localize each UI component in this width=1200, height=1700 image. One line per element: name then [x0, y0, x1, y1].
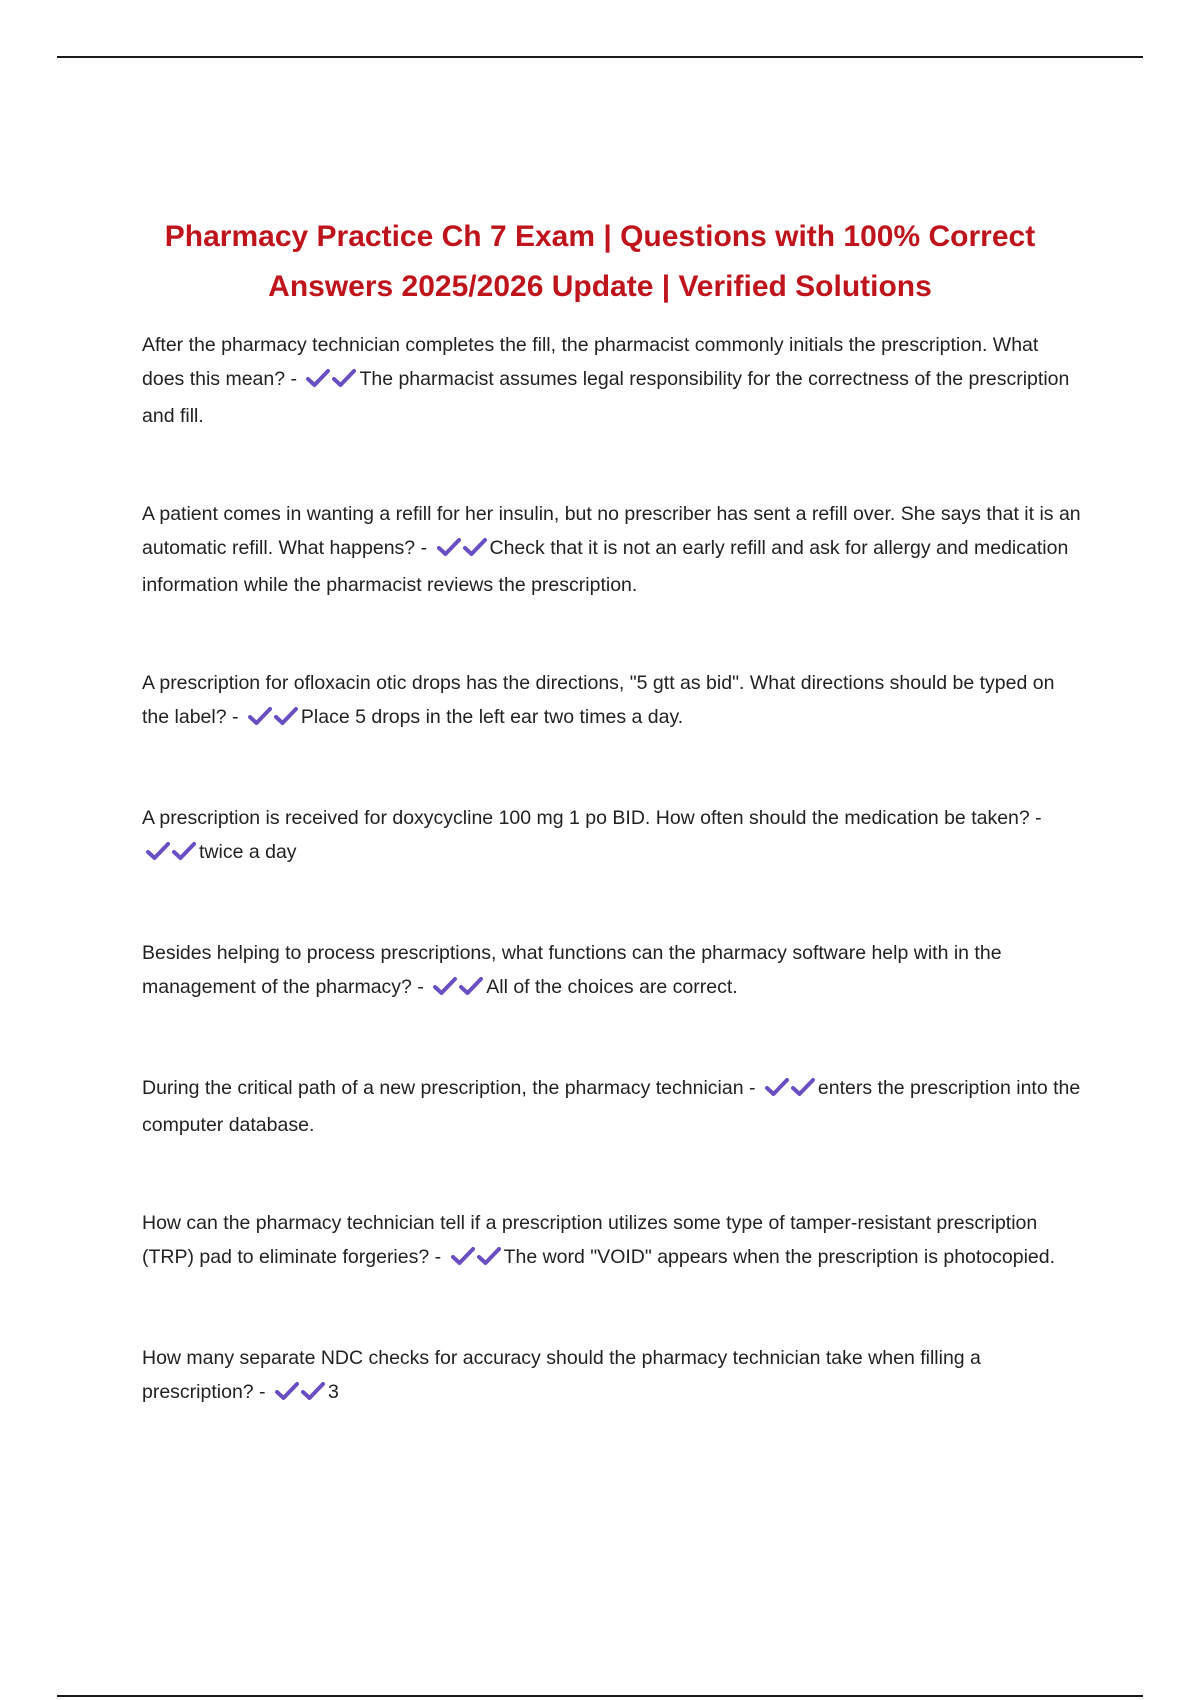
check-pair [436, 534, 488, 568]
qa-item [142, 801, 1082, 872]
qa-item [142, 666, 1082, 737]
checkmark-icon [273, 706, 299, 726]
separator: - [226, 706, 244, 728]
answer-text: twice a day [199, 841, 297, 863]
checkmark-icon [462, 537, 488, 557]
checkmark-icon [171, 841, 197, 861]
answer-text: 3 [327, 1381, 339, 1403]
separator: - [411, 976, 430, 998]
question-text: How many separate NDC checks for accuracy should the pharmacy technician take when filling a prescription? [142, 1347, 981, 1403]
check-pair [450, 1243, 502, 1277]
question-text: After the pharmacy technician completes the fill, the pharmacist commonly initials the prescription. What does this mean? [142, 334, 1039, 390]
check-pair [247, 703, 299, 737]
separator: - [743, 1077, 761, 1099]
check-pair [764, 1074, 816, 1108]
checkmark-icon [432, 976, 458, 996]
question-text: A patient comes in wanting a refill for her insulin, but no prescriber has sent a refill over. She says that it is an automatic refill. What happens? [142, 503, 1081, 559]
answer-text: Check that it is not an early refill and ask for allergy and medication information while the pharmacist reviews the prescription. [142, 537, 1069, 596]
checkmark-icon [274, 1381, 300, 1401]
checkmark-icon [300, 1381, 326, 1401]
check-pair [305, 365, 357, 399]
question-text: Besides helping to process prescriptions, what functions can the pharmacy software help with in the management of the pharmacy? [142, 942, 1002, 998]
answer-text: enters the prescription into the computer database. [142, 1077, 1081, 1136]
top-rule [57, 56, 1143, 58]
check-pair [432, 973, 484, 1007]
qa-item [142, 328, 1082, 433]
check-pair [145, 838, 197, 872]
checkmark-icon [458, 976, 484, 996]
checkmark-icon [305, 368, 331, 388]
separator: - [429, 1246, 447, 1268]
check-pair [274, 1378, 326, 1412]
question-text: A prescription is received for doxycycline 100 mg 1 po BID. How often should the medication be taken? [142, 807, 1030, 829]
qa-item [142, 1206, 1082, 1277]
answer-text: The word "VOID" appears when the prescription is photocopied. [503, 1246, 1056, 1268]
checkmark-icon [764, 1077, 790, 1097]
checkmark-icon [145, 841, 171, 861]
checkmark-icon [476, 1246, 502, 1266]
checkmark-icon [450, 1246, 476, 1266]
question-text: A prescription for ofloxacin otic drops has the directions, "5 gtt as bid". What directions should be typed on the label? [142, 672, 1055, 728]
qa-item [142, 1071, 1082, 1142]
question-text: How can the pharmacy technician tell if a prescription utilizes some type of tamper-resistant prescription (TRP) pad to eliminate forgeries? [142, 1212, 1038, 1268]
qa-item [142, 936, 1082, 1007]
qa-item [142, 1341, 1082, 1412]
checkmark-icon [331, 368, 357, 388]
answer-text: All of the choices are correct. [486, 976, 738, 998]
separator: - [253, 1381, 271, 1403]
separator: - [1029, 807, 1042, 829]
answer-text: Place 5 drops in the left ear two times a day. [300, 706, 684, 728]
question-text: During the critical path of a new prescription, the pharmacy technician [142, 1077, 744, 1099]
checkmark-icon [436, 537, 462, 557]
qa-item [142, 497, 1082, 602]
answer-text: The pharmacist assumes legal responsibility for the correctness of the prescription and fill. [142, 368, 1070, 427]
separator: - [285, 368, 303, 390]
separator: - [415, 537, 433, 559]
page-title: Pharmacy Practice Ch 7 Exam | Questions with 100% Correct Answers 2025/2026 Update | Verified Solutions [164, 220, 1036, 303]
qa-list [142, 328, 1082, 1412]
checkmark-icon [247, 706, 273, 726]
checkmark-icon [790, 1077, 816, 1097]
bottom-rule [57, 1695, 1143, 1697]
